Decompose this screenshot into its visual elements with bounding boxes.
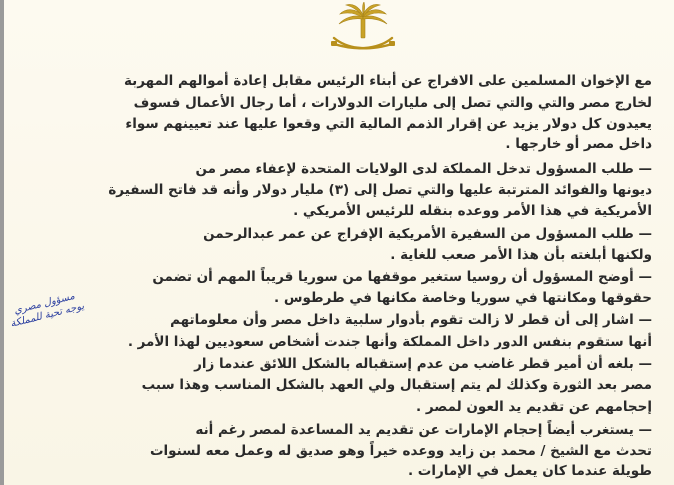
document-line: — طلب المسؤول تدخل المملكة لدى الولايات المتحدة لإعفاء مصر من [195,161,652,177]
document-line: يعيدون كل دولار يزيد عن إقرار الذمم المالية التي وقعوا عليها عند تعيينهم سواء [125,116,652,132]
document-line: داخل مصر أو خارجها . [505,136,652,152]
document-line: ولكنها أبلغته بأن هذا الأمر صعب للغاية . [390,247,652,263]
document-line: — أوضح المسؤول أن روسيا ستغير موقفها من سوريا قريباً المهم أن تضمن [152,269,652,285]
document-line: مصر بعد الثورة وكذلك لم يتم إستقبال ولي العهد بالشكل المناسب وهذا سبب [141,377,652,393]
document-line: الأمريكية في هذا الأمر ووعده بنقله للرئيس الأمريكي . [293,203,652,219]
document-line: — يستغرب أيضاً إحجام الإمارات عن تقديم يد المساعدة لمصر رغم أنه [195,422,652,438]
document-line: — اشار إلى أن قطر لا زالت تقوم بأدوار سلبية داخل مصر وأن معلوماتهم [170,312,652,328]
document-line: حقوقها ومكانتها في سوريا وخاصة مكانها في طرطوس . [273,290,652,306]
document-line: إحجامهم عن تقديم يد العون لمصر . [416,399,652,415]
handwritten-annotation: مسؤول مصري يوجه تحية للمملكة [9,290,86,330]
document-line: أنها ستقوم بنفس الدور داخل المملكة وأنها جندت أشخاص سعوديين لهذا الأمر . [127,334,652,350]
document-line: تحدث مع الشيخ / محمد بن زايد ووعده خيراً وهو صديق له وعمل معه لسنوات [149,443,652,459]
document-line: مع الإخوان المسلمين على الافراج عن أبناء الرئيس مقابل إعادة أموالهم المهربة [123,73,652,89]
scan-edge [0,0,4,485]
document-line: لخارج مصر والتي والتي تصل إلى مليارات الدولارات ، أما رجال الأعمال فسوف [133,95,652,111]
document-line: ديونها والفوائد المترتبة عليها والتي تصل إلى (٣) مليار دولار وأنه قد فاتح السفيرة [108,182,652,198]
saudi-emblem-icon [326,2,400,58]
document-line: — بلغه أن أمير قطر غاضب من عدم إستقباله بالشكل اللائق عندما زار [194,356,652,372]
document-line: طويلة عندما كان يعمل في الإمارات . [407,463,652,479]
document-line: — طلب المسؤول من السفيرة الأمريكية الإفراج عن عمر عبدالرحمن [203,226,652,242]
